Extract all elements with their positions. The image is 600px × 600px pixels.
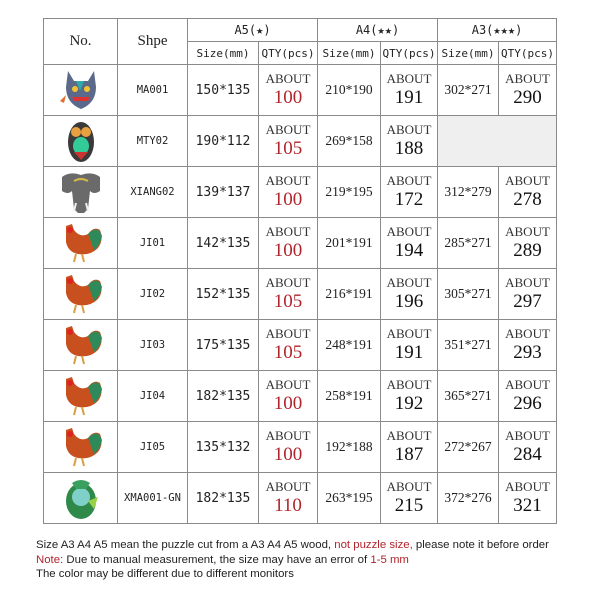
- shape-code-cell: JI04: [118, 371, 188, 422]
- image-cell: [44, 371, 118, 422]
- qty-value: 191: [394, 342, 424, 363]
- qty-about-label: ABOUT: [505, 326, 550, 341]
- qty-value: 110: [274, 495, 302, 516]
- shape-code-cell: JI02: [118, 269, 188, 320]
- a5-qty-cell: [259, 422, 318, 473]
- qty-value: 296: [513, 393, 542, 414]
- a4-qty-cell: [381, 320, 438, 371]
- shape-code-cell: JI01: [118, 218, 188, 269]
- a5-size-cell: 139*137: [188, 167, 259, 218]
- a3-qty-cell: [499, 473, 557, 524]
- a4-size-cell: 192*188: [318, 422, 381, 473]
- a3-unavailable-cell: [438, 116, 557, 167]
- notes: [36, 538, 596, 582]
- shape-code-cell: JI05: [118, 422, 188, 473]
- qty-value: 105: [273, 138, 303, 159]
- qty-value: 187: [394, 444, 424, 465]
- a5-qty-cell: [259, 371, 318, 422]
- header-group-a5: A5(★): [188, 19, 318, 42]
- table-row: [44, 65, 557, 116]
- a3-qty-cell: [499, 371, 557, 422]
- owl-puzzle-icon: [44, 118, 117, 164]
- a5-size-cell: 182*135: [188, 371, 259, 422]
- a5-qty-cell: [259, 473, 318, 524]
- rooster-puzzle-icon: [44, 424, 117, 470]
- header-no: No.: [44, 19, 118, 65]
- a3-size-cell: 365*271: [438, 371, 499, 422]
- qty-about-label: ABOUT: [265, 326, 311, 341]
- qty-value: 100: [273, 189, 303, 210]
- a4-qty-cell: [381, 65, 438, 116]
- a5-size-cell: 190*112: [188, 116, 259, 167]
- qty-about-label: ABOUT: [505, 479, 550, 494]
- qty-value: 293: [513, 342, 542, 363]
- qty-about-label: ABOUT: [505, 173, 550, 188]
- image-cell: [44, 65, 118, 116]
- qty-about-label: ABOUT: [505, 224, 550, 239]
- image-cell: [44, 320, 118, 371]
- rooster-puzzle-icon: [44, 271, 117, 317]
- a4-size-cell: 210*190: [318, 65, 381, 116]
- qty-value: 290: [513, 87, 542, 108]
- a5-size-cell: 175*135: [188, 320, 259, 371]
- qty-about-label: ABOUT: [265, 71, 311, 86]
- shape-code-cell: XMA001-GN: [118, 473, 188, 524]
- qty-about-label: ABOUT: [386, 224, 432, 239]
- header-a5-qty: QTY(pcs): [259, 42, 318, 65]
- header-shape: Shpe: [118, 19, 188, 65]
- header-a4-size: Size(mm): [318, 42, 381, 65]
- qty-about-label: ABOUT: [265, 377, 311, 392]
- qty-about-label: ABOUT: [265, 479, 311, 494]
- qty-value: 192: [394, 393, 424, 414]
- a4-qty-cell: [381, 473, 438, 524]
- qty-about-label: ABOUT: [505, 377, 550, 392]
- qty-about-label: ABOUT: [386, 326, 432, 341]
- table-row: [44, 269, 557, 320]
- image-cell: [44, 167, 118, 218]
- image-cell: [44, 422, 118, 473]
- a5-size-cell: 142*135: [188, 218, 259, 269]
- shape-code-cell: MA001: [118, 65, 188, 116]
- qty-value: 278: [513, 189, 542, 210]
- a4-size-cell: 216*191: [318, 269, 381, 320]
- qty-about-label: ABOUT: [386, 275, 432, 290]
- qty-value: 191: [394, 87, 424, 108]
- qty-about-label: ABOUT: [265, 428, 311, 443]
- rooster-puzzle-icon: [44, 322, 117, 368]
- a3-qty-cell: [499, 269, 557, 320]
- a4-size-cell: 269*158: [318, 116, 381, 167]
- header-a3-size: Size(mm): [438, 42, 499, 65]
- note-label: Note:: [36, 553, 64, 566]
- a3-size-cell: 351*271: [438, 320, 499, 371]
- qty-about-label: ABOUT: [386, 71, 432, 86]
- qty-about-label: ABOUT: [386, 377, 432, 392]
- a5-qty-cell: [259, 218, 318, 269]
- qty-about-label: ABOUT: [386, 479, 432, 494]
- a5-qty-cell: [259, 320, 318, 371]
- note-highlight: 1-5 mm: [370, 553, 409, 566]
- header-group-a4: A4(★★): [318, 19, 438, 42]
- a5-size-cell: 152*135: [188, 269, 259, 320]
- qty-value: 194: [394, 240, 424, 261]
- a4-size-cell: 263*195: [318, 473, 381, 524]
- a4-qty-cell: [381, 371, 438, 422]
- qty-about-label: ABOUT: [265, 122, 311, 137]
- qty-value: 188: [394, 138, 424, 159]
- a4-size-cell: 219*195: [318, 167, 381, 218]
- qty-about-label: ABOUT: [386, 122, 432, 137]
- qty-value: 105: [273, 291, 303, 312]
- qty-value: 196: [394, 291, 424, 312]
- qty-about-label: ABOUT: [265, 224, 311, 239]
- image-cell: [44, 269, 118, 320]
- qty-about-label: ABOUT: [386, 173, 432, 188]
- a5-size-cell: 135*132: [188, 422, 259, 473]
- a3-size-cell: 272*267: [438, 422, 499, 473]
- elephant-puzzle-icon: [44, 169, 117, 215]
- qty-value: 100: [273, 87, 303, 108]
- image-cell: [44, 116, 118, 167]
- table-row: [44, 320, 557, 371]
- note-line-3: The color may be different due to different monitors: [36, 568, 294, 580]
- a3-qty-cell: [499, 65, 557, 116]
- a5-qty-cell: [259, 269, 318, 320]
- header-group-a3: A3(★★★): [438, 19, 557, 42]
- image-cell: [44, 473, 118, 524]
- a5-qty-cell: [259, 167, 318, 218]
- a4-qty-cell: [381, 422, 438, 473]
- header-row-groups: [44, 19, 557, 42]
- qty-value: 321: [513, 495, 542, 516]
- table-row: [44, 167, 557, 218]
- qty-value: 172: [394, 189, 424, 210]
- image-cell: [44, 218, 118, 269]
- qty-value: 105: [273, 342, 303, 363]
- a4-size-cell: 258*191: [318, 371, 381, 422]
- qty-value: 284: [513, 444, 542, 465]
- a4-size-cell: 248*191: [318, 320, 381, 371]
- table-row: [44, 473, 557, 524]
- note-text: Size A3 A4 A5 mean the puzzle cut from a A3 A4 A5 wood,: [36, 539, 335, 551]
- a3-qty-cell: [499, 320, 557, 371]
- note-text: please note it before order: [412, 539, 549, 551]
- a4-qty-cell: [381, 116, 438, 167]
- qty-about-label: ABOUT: [386, 428, 432, 443]
- a4-qty-cell: [381, 167, 438, 218]
- qty-value: 100: [273, 393, 303, 414]
- a3-qty-cell: [499, 422, 557, 473]
- qty-value: 215: [394, 495, 424, 516]
- a4-size-cell: 201*191: [318, 218, 381, 269]
- qty-value: 100: [273, 240, 303, 261]
- qty-value: 100: [273, 444, 303, 465]
- size-spec-table: [43, 18, 557, 524]
- a3-qty-cell: [499, 167, 557, 218]
- note-line-2: [36, 553, 596, 568]
- shape-code-cell: MTY02: [118, 116, 188, 167]
- shape-code-cell: JI03: [118, 320, 188, 371]
- note-highlight: not puzzle size,: [334, 539, 413, 551]
- qty-value: 289: [513, 240, 542, 261]
- qty-value: 297: [513, 291, 542, 312]
- header-a5-size: Size(mm): [188, 42, 259, 65]
- header-a3-qty: QTY(pcs): [499, 42, 557, 65]
- header-a4-qty: QTY(pcs): [381, 42, 438, 65]
- qty-about-label: ABOUT: [505, 71, 550, 86]
- qty-about-label: ABOUT: [265, 275, 311, 290]
- qty-about-label: ABOUT: [505, 275, 550, 290]
- a3-size-cell: 285*271: [438, 218, 499, 269]
- table-row: [44, 422, 557, 473]
- qty-about-label: ABOUT: [505, 428, 550, 443]
- a3-size-cell: 312*279: [438, 167, 499, 218]
- a5-qty-cell: [259, 116, 318, 167]
- rooster-puzzle-icon: [44, 373, 117, 419]
- dinosaur-egg-puzzle-icon: [44, 475, 117, 521]
- a4-qty-cell: [381, 218, 438, 269]
- a5-qty-cell: [259, 65, 318, 116]
- a4-qty-cell: [381, 269, 438, 320]
- table-row: [44, 371, 557, 422]
- a5-size-cell: 182*135: [188, 473, 259, 524]
- a5-size-cell: 150*135: [188, 65, 259, 116]
- qty-about-label: ABOUT: [265, 173, 311, 188]
- a3-size-cell: 302*271: [438, 65, 499, 116]
- note-line-1: [36, 538, 596, 553]
- a3-qty-cell: [499, 218, 557, 269]
- shape-code-cell: XIANG02: [118, 167, 188, 218]
- note-text: Due to manual measurement, the size may have an error of: [63, 553, 371, 566]
- a3-size-cell: 305*271: [438, 269, 499, 320]
- table-row: [44, 218, 557, 269]
- a3-size-cell: 372*276: [438, 473, 499, 524]
- cat-puzzle-icon: [44, 67, 117, 113]
- rooster-puzzle-icon: [44, 220, 117, 266]
- table-row: [44, 116, 557, 167]
